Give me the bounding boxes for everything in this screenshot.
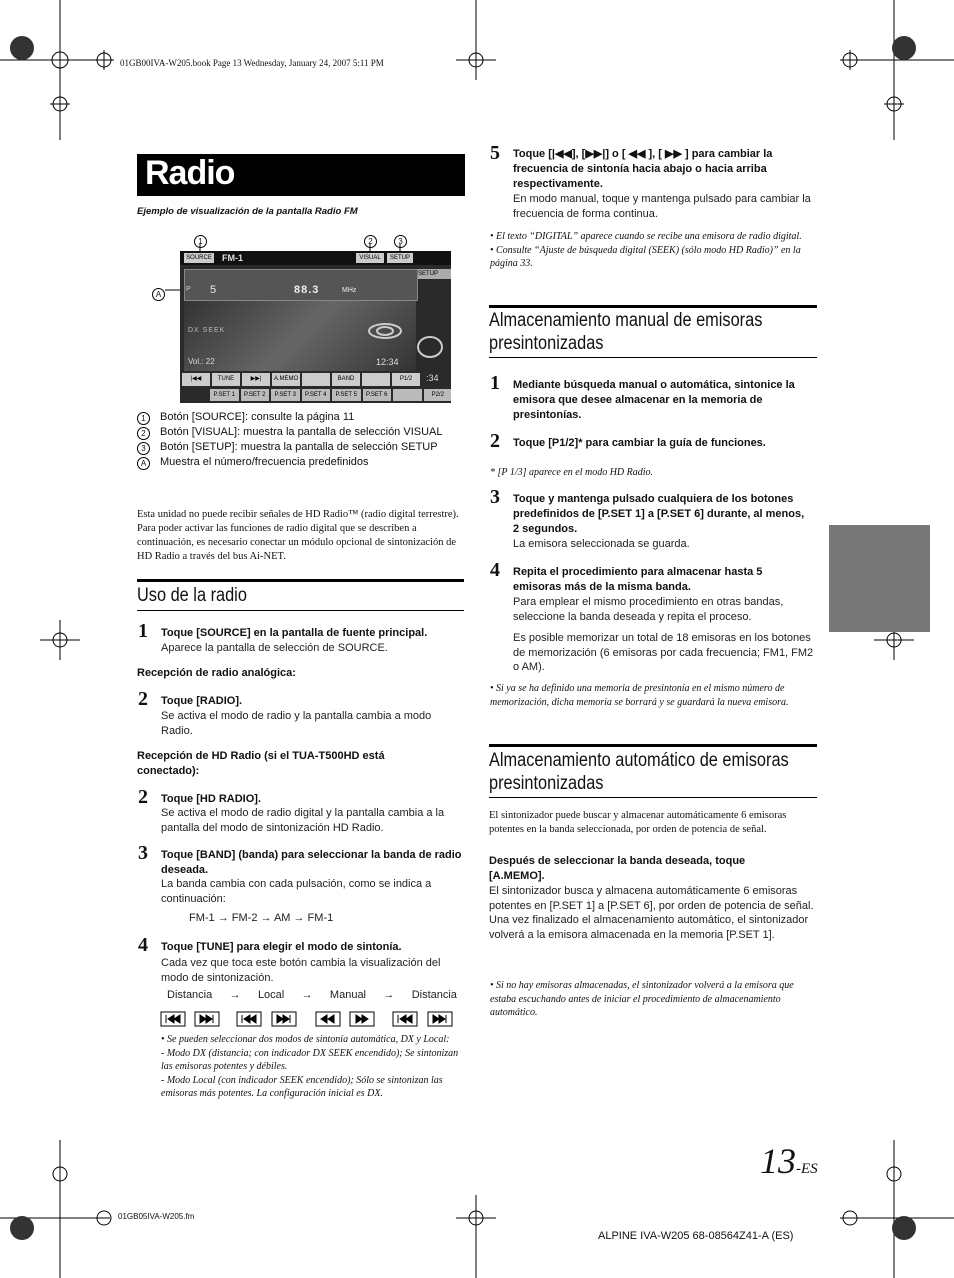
step-number: 1 — [138, 620, 148, 642]
step-number: 3 — [138, 842, 148, 864]
section-rule — [489, 744, 817, 747]
auto-body: El sintonizador busca y almacena automáticamente 6 emisoras potentes en [P.SET 1] a [P.SET 6], por orden de potencia de señal. Una vez finalizado el almacenamiento automático, el sintonizador volverá a la emisora almacenada en la memoria [P.SET 1]. — [489, 885, 814, 941]
callout-1: 1 — [194, 231, 207, 249]
footer-file: 01GB05IVA-W205.fm — [118, 1212, 195, 1221]
preset-button[interactable]: P.SET 2 — [241, 389, 270, 401]
step-result: Se activa el modo de radio y la pantalla cambia a modo Radio. — [161, 710, 432, 737]
step-number: 2 — [138, 688, 148, 710]
func-button[interactable]: TUNE — [212, 373, 240, 386]
function-button-row — [182, 373, 420, 386]
uso-notes: • Se pueden seleccionar dos modos de sintonía automática, DX y Local: - Modo DX (distancia; con indicador DX SEEK encendido); Se sintonizan las emisoras potentes y débiles. - Modo Local (con indicador SEEK encendido); Sólo se sintonizan las emisoras más potentes. La configuración inicial es DX. — [161, 1034, 459, 1099]
step-instruction: Toque y mantenga pulsado cualquiera de los botones predefinidos de [P.SET 1] a [P.SET 6] durante, al menos, 2 segundos. — [513, 493, 805, 535]
callout-a: A — [152, 284, 165, 302]
seek-button-icons — [160, 1011, 454, 1029]
func-button[interactable]: BAND — [332, 373, 360, 386]
step-number: 1 — [490, 372, 500, 394]
subheading: Recepción de radio analógica: — [137, 667, 296, 679]
callout-3: 3 — [394, 231, 407, 249]
auto-intro: El sintonizador puede buscar y almacenar automáticamente 6 emisoras potentes en la banda seleccionada, por orden de potencia de señal. — [489, 810, 787, 835]
func-button[interactable]: A.MEMO — [272, 373, 300, 386]
step-result: La emisora seleccionada se guarda. — [513, 538, 690, 550]
step-instruction: Toque [SOURCE] en la pantalla de fuente principal. — [161, 627, 428, 639]
preset-button[interactable]: P.SET 3 — [271, 389, 300, 401]
step-result: Se activa el modo de radio digital y la pantalla cambia a la pantalla del modo de sintonización HD Radio. — [161, 807, 445, 834]
subheading: Recepción de HD Radio (si el TUA-T500HD está conectado): — [137, 750, 385, 777]
preset-button[interactable]: P.SET 4 — [302, 389, 331, 401]
preset-button[interactable] — [393, 389, 422, 401]
source-button[interactable]: SOURCE — [184, 253, 214, 263]
step5-notes: • El texto “DIGITAL” aparece cuando se recibe una emisora de radio digital. • Consulte “Ajuste de búsqueda digital (SEEK) (sólo modo HD Radio)” en la página 33. — [490, 231, 802, 269]
file-header: 01GB00IVA-W205.book Page 13 Wednesday, January 24, 2007 5:11 PM — [120, 58, 384, 68]
section-heading-auto: Almacenamiento automático de emisoras presintonizadas — [489, 750, 789, 794]
auto-instruction: Después de seleccionar la banda deseada, toque [A.MEMO]. — [489, 855, 746, 882]
func-button[interactable]: |◀◀ — [182, 373, 210, 386]
page-title — [137, 154, 465, 196]
visual-button[interactable]: VISUAL — [356, 253, 384, 263]
section-rule — [489, 305, 817, 308]
step-number: 3 — [490, 486, 500, 508]
tune-mode-sequence: Distancia → Local → Manual → Distancia — [167, 989, 457, 1001]
preset-button-row — [210, 389, 451, 401]
step-instruction: Toque [|◀◀], [▶▶|] o [ ◀◀ ], [ ▶▶ ] para cambiar la frecuencia de sintonía hacia abajo o hacia arriba respectivamente. — [513, 148, 773, 190]
preset-button[interactable]: P.SET 6 — [363, 389, 392, 401]
section-rule — [489, 357, 817, 358]
band-label: FM-1 — [222, 253, 243, 263]
func-button[interactable]: P1/2 — [392, 373, 420, 386]
clock: 12:34 — [376, 357, 399, 367]
page-number: 13-ES — [760, 1141, 818, 1181]
step-result: Para emplear el mismo procedimiento en otras bandas, seleccione la banda deseada y repita el proceso. — [513, 596, 784, 623]
step-instruction: Toque [TUNE] para elegir el modo de sintonía. — [161, 941, 402, 953]
step-instruction: Toque [RADIO]. — [161, 695, 243, 707]
radio-screen — [180, 251, 451, 403]
setup-back-tab: SETUP — [418, 269, 451, 279]
step-instruction: Mediante búsqueda manual o automática, sintonice la emisora que desee almacenar en la memoria de presintonías. — [513, 379, 795, 421]
step-result: Cada vez que toca este botón cambia la visualización del modo de sintonización. — [161, 957, 441, 984]
step-result: En modo manual, toque y mantenga pulsado para cambiar la frecuencia de forma continua. — [513, 193, 811, 220]
callout-2: 2 — [364, 231, 377, 249]
preset-button[interactable]: P.SET 5 — [332, 389, 361, 401]
side-tab — [829, 525, 930, 632]
preset-button[interactable]: P.SET 1 — [210, 389, 239, 401]
step-instruction: Toque [BAND] (banda) para seleccionar la banda de radio deseada. — [161, 849, 462, 876]
step-number: 5 — [490, 142, 500, 164]
section-rule — [489, 797, 817, 798]
step-result: La banda cambia con cada pulsación, como se indica a continuación: — [161, 878, 432, 905]
figure-legend: 1 Botón [SOURCE]: consulte la página 11 2 Botón [VISUAL]: muestra la pantalla de selección VISUAL 3 Botón [SETUP]: muestra la pantalla de selección SETUP A Muestra el número/frecuencia predefinidos — [137, 410, 457, 470]
intro-paragraph: Esta unidad no puede recibir señales de HD Radio™ (radio digital terrestre). Para poder activar las funciones de radio digital que se describen a continuación, es necesario conectar un módulo opcional de sintonización de HD Radio a través del bus Ai-NET. — [137, 509, 459, 562]
frequency: 88.3 — [294, 284, 320, 296]
step-instruction: Toque [HD RADIO]. — [161, 793, 262, 805]
page-title-text: Radio — [145, 154, 235, 192]
step-result: Aparece la pantalla de selección de SOURCE. — [161, 642, 388, 654]
func-button[interactable] — [302, 373, 330, 386]
step-number: 4 — [138, 934, 148, 956]
preset-number: 5 — [210, 284, 217, 296]
band-sequence: FM-1 → FM-2 → AM → FM-1 — [189, 912, 334, 924]
step-instruction: Repita el procedimiento para almacenar hasta 5 emisoras más de la misma banda. — [513, 566, 763, 593]
figure-caption: Ejemplo de visualización de la pantalla Radio FM — [137, 206, 358, 217]
clock-back: :34 — [426, 373, 439, 383]
frequency-unit: MHz — [342, 287, 357, 294]
footnote: * [P 1/3] aparece en el modo HD Radio. — [490, 467, 654, 478]
step-result: Es posible memorizar un total de 18 emisoras en los botones de memorización (6 emisoras por cada frecuencia; FM1, FM2 o AM). — [513, 632, 814, 673]
preset-label: P — [186, 286, 191, 293]
step-number: 2 — [138, 786, 148, 808]
preset-button[interactable]: P2/2 — [424, 389, 452, 401]
section-rule — [137, 579, 464, 582]
step-instruction: Toque [P1/2]* para cambiar la guía de funciones. — [513, 437, 766, 449]
section-heading-manual: Almacenamiento manual de emisoras presintonizadas — [489, 310, 763, 354]
auto-note: • Si no hay emisoras almacenadas, el sintonizador volverá a la emisora que estaba escuchando antes de iniciar el procedimiento de almacenamiento automático. — [490, 980, 794, 1018]
manual-note: • Si ya se ha definido una memoria de presintonía en el mismo número de memorización, dicha memoria se borrará y se guardará la nueva emisora. — [490, 683, 789, 708]
func-button[interactable]: ▶▶| — [242, 373, 270, 386]
section-rule — [137, 610, 464, 611]
volume: Vol.: 22 — [188, 357, 215, 366]
section-heading-uso: Uso de la radio — [137, 585, 247, 606]
dx-seek-indicator: DX SEEK — [188, 327, 226, 334]
footer-model: ALPINE IVA-W205 68-08564Z41-A (ES) — [598, 1230, 794, 1242]
step-number: 4 — [490, 559, 500, 581]
radio-wave-icon — [360, 319, 450, 359]
step-number: 2 — [490, 430, 500, 452]
func-button[interactable] — [362, 373, 390, 386]
setup-button[interactable]: SETUP — [387, 253, 413, 263]
